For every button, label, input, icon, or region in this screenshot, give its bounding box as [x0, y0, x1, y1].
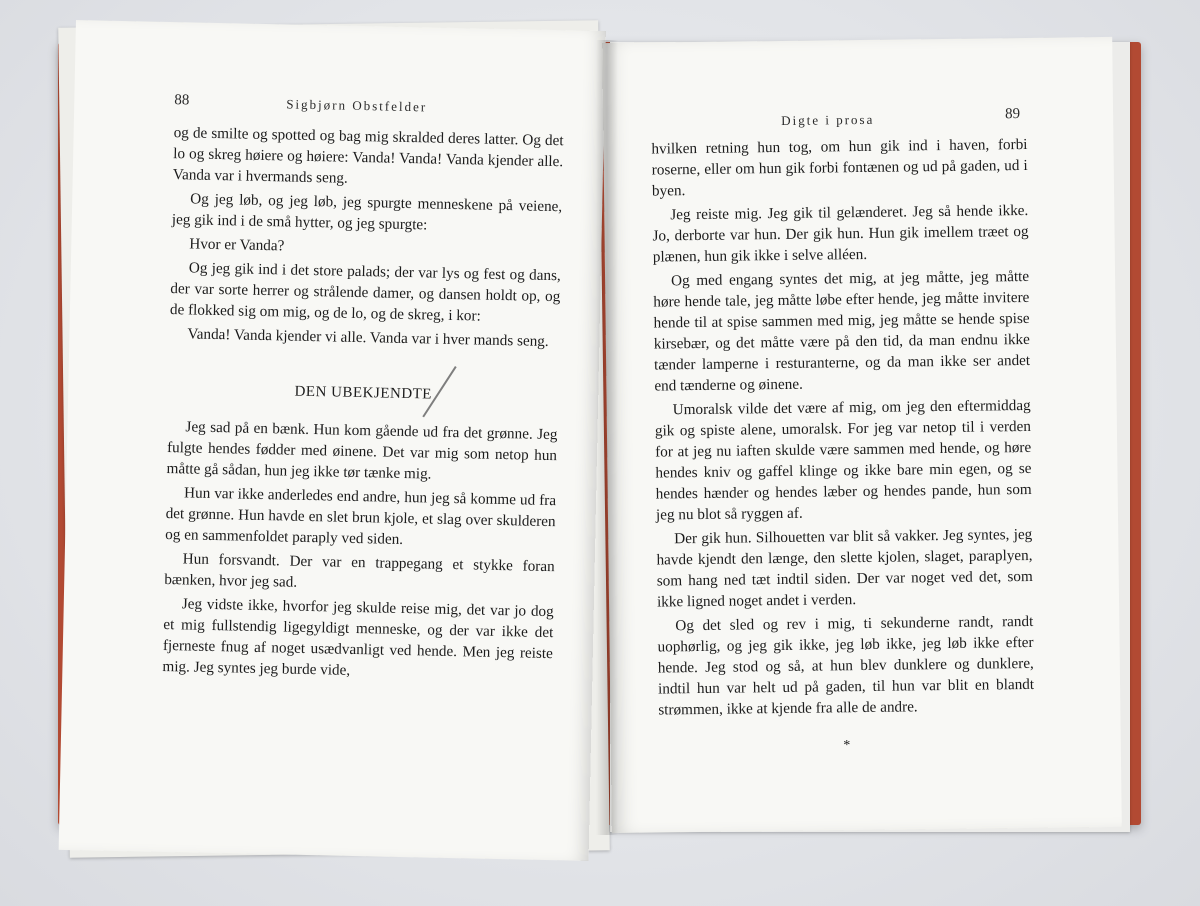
paragraph: Der gik hun. Silhouetten var blit så vakker. Jeg syntes, jeg havde kjendt den længe, den slette kjolen, slaget, paraplyen, som hang ned tæt indtil siden. Der var noget ved det, som ikke ligned noget andet i verden. — [656, 525, 1033, 611]
paragraph: Og det sled og rev i mig, ti sekunderne randt, randt uophørlig, og jeg gik ikke, jeg løb ikke, jeg løb ikke efter hende. Jeg stod og så, at hun blev dunklere og dunklere, indtil hun var helt ud på gaden, til hun var blit en blandt strømmen, ikke at kjende fra alle de andre. — [657, 612, 1035, 719]
right-page-body — [651, 134, 1035, 759]
paragraph: Og jeg gik ind i det store palads; der var lys og fest og dans, der var sorte herrer og strålende damer, og dansen holdt op, og de flokked sig om mig, og de lo, og de skreg, i kor: — [169, 259, 561, 325]
paragraph: Hun forsvandt. Der var en trappegang et stykke foran bænken, hvor jeg sad. — [164, 550, 555, 591]
left-page — [59, 20, 606, 861]
right-page-number: 89 — [1004, 106, 1021, 123]
left-running-head: Sigbjørn Obstfelder — [286, 96, 428, 115]
paragraph: Umoralsk vilde det være af mig, om jeg den eftermiddag gik og spiste alene, umoralsk. For jeg var netop til i verden for at jeg nu iaften skulde være sammen med hende, og høre hendes kniv og gaffel klinge og ikke bare min egen, og se hendes hænder og hendes læber og hendes pande, hun som jeg nu blot så ryggen af. — [654, 396, 1032, 524]
paragraph: Hvor er Vanda? — [189, 235, 285, 255]
paragraph: Og jeg løb, og jeg løb, jeg spurgte menneskene på veiene, jeg gik ind i de små hytter, og jeg spurgte: — [171, 190, 563, 234]
paragraph: hvilken retning hun tog, om hun gik ind i haven, forbi roserne, eller om hun gik forbi fontænen og ud på gaden, ud i byen. — [651, 135, 1028, 200]
paragraph: Hun var ikke anderledes end andre, hun jeg så komme ud fra det grønne. Hun havde en slet brun kjole, et slag over skulderen og en sammenfoldet paraply ved siden. — [165, 484, 557, 548]
paragraph: Jeg vidste ikke, hvorfor jeg skulde reise mig, det var jo dog et mig fullstendig ligegyldigt menneske, og der var ikke det fjerneste fnug af noget usædvanligt ved hende. Men jeg reiste mig. Jeg syntes jeg burde vide, — [162, 595, 554, 679]
paragraph: Og med engang syntes det mig, at jeg måtte, jeg måtte høre hende tale, jeg måtte løbe efter hende, jeg måtte invitere hende til at spise sammen med mig, jeg måtte se hende spise kirsebær, og det måtte være på den tid, da man endnu ikke tænder lamperne i resturanterne, og da man ikke ser andet end tænderne og øinene. — [653, 267, 1031, 395]
left-page-number: 88 — [174, 92, 190, 109]
paragraph: og de smilte og spotted og bag mig skralded deres latter. Og det lo og skreg høiere og høiere: Vanda! Vanda! Vanda kjender alle. Vanda var i hvermands seng. — [172, 124, 564, 187]
section-ornament: * — [843, 738, 851, 754]
section-heading: DEN UBEKJENDTE — [294, 383, 433, 403]
right-running-head: Digte i prosa — [781, 111, 875, 128]
paragraph: Jeg reiste mig. Jeg gik til gelænderet. Jeg så hende ikke. Jo, derborte var hun. Der gik hun. Hun gik imellem træet og plænen, hun gik ikke i selve alléen. — [652, 201, 1029, 266]
left-page-body — [162, 122, 564, 688]
book-gutter-shadow — [596, 40, 618, 835]
paragraph: Vanda! Vanda kjender vi alle. Vanda var i hver mands seng. — [187, 325, 549, 350]
paragraph: Jeg sad på en bænk. Hun kom gående ud fra det grønne. Jeg fulgte hendes fødder med øinene. Det var mig som netop hun måtte gå sådan, hun jeg ikke tør tænke mig. — [166, 418, 558, 483]
right-page — [602, 37, 1122, 833]
